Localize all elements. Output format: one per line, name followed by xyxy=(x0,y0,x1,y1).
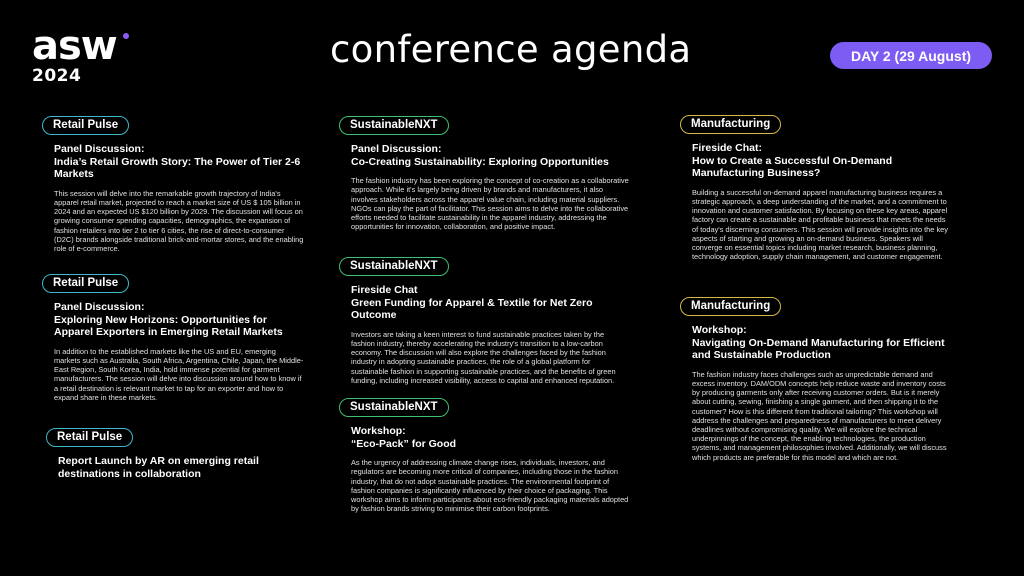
session-type: Panel Discussion: xyxy=(54,143,145,155)
session-name: Co-Creating Sustainability: Exploring Opportunities xyxy=(351,155,609,168)
session-name: Exploring New Horizons: Opportunities for Apparel Exporters in Emerging Retail Markets xyxy=(54,313,283,339)
session-description: This session will delve into the remarkable growth trajectory of India's apparel retail market, projected to reach a market size of US $ 105 billion in 2024 and an expected US $120 billion by 2029. The discussion will focus on growing consumer spending capacities, demographics, the expansion of fashion retailers into tier 2 to tier 6 cities, the rise of direct-to-consumer (D2C) brands alongside traditional brick-and-mortar stores, and the enabling role of e-commerce. xyxy=(54,188,304,253)
session-title xyxy=(351,143,629,168)
session-name: Green Funding for Apparel & Textile for Net Zero Outcome xyxy=(351,296,593,322)
session-card xyxy=(339,256,629,385)
session-card xyxy=(339,115,629,231)
session-title xyxy=(54,301,304,339)
session-type: Panel Discussion: xyxy=(351,143,442,155)
session-card xyxy=(46,427,304,480)
session-type: Workshop: xyxy=(692,324,747,336)
track-tag: SustainableNXT xyxy=(339,398,449,417)
session-name: India’s Retail Growth Story: The Power of Tier 2-6 Markets xyxy=(54,155,301,181)
track-tag: Retail Pulse xyxy=(42,116,129,135)
session-description: Building a successful on-demand apparel manufacturing business requires a strategic approach, a deep understanding of the market, and a commitment to innovation and customer satisfaction. By focusing on these key areas, apparel factory can create a sustainable and profitable business that meets the needs of today's discerning consumers. This session will provide insights into the key aspects of starting and growing an on-demand business. Speakers will converge on essential topics including market research, business planning, technology adoption, supply chain management, and customer engagement. xyxy=(692,187,948,262)
session-title xyxy=(692,324,952,362)
logo-dot-icon xyxy=(123,33,129,39)
session-description: The fashion industry faces challenges such as unpredictable demand and excess inventory. DAM/ODM concepts help reduce waste and inventory costs by producing garments only after receiving customer orders. But is it merely about cutting, sewing, finishing a single garment, and then shipping it to the customer? How is this different from traditional tailoring? This workshop will address the challenges and preparedness of manufacturers to meet delivery deadlines without compromising quality. We will explore the technical underpinnings of the concept, the enabling technologies, the production systems, and management philosophies involved. Additionally, we will discuss which products are preferable for this model and which are not. xyxy=(692,369,947,462)
session-description: The fashion industry has been exploring the concept of co-creation as a collaborative approach. While it's largely being driven by brands and manufacturers, it also involves stakeholders across the apparel value chain, including material suppliers. NGOs can play the part of facilitator. This session aims to delve into the collaborative efforts needed to facilitate sustainability in the apparel industry, addressing the opportunities for innovation, collaboration, and positive impact. xyxy=(351,176,629,232)
session-card xyxy=(680,296,952,462)
session-type: Workshop: xyxy=(351,425,406,437)
session-name: Report Launch by AR on emerging retail destinations in collaboration xyxy=(58,455,259,480)
session-description: Investors are taking a keen interest to fund sustainable practices taken by the fashion industry, thereby accelerating the industry's transition to a low-carbon economy. The discussion will also explore the challenges faced by the fashion industry in adopting sustainable practices, the role of a global platform for sustainable fashion in supporting sustainable practices, and the benefits of green funding, including increased visibility, access to capital and enhanced reputation. xyxy=(351,329,616,385)
session-type: Fireside Chat: xyxy=(692,142,763,154)
session-title xyxy=(351,425,629,450)
track-tag: Retail Pulse xyxy=(42,274,129,293)
session-description: As the urgency of addressing climate change rises, individuals, investors, and regulators are becoming more critical of companies, including those in the fashion industry, that do not adopt sustainable practices. The environmental footprint of fashion companies is significantly influenced by their choice of packaging. This workshop aims to inform participants about eco-friendly packaging materials adopted by fashion brands striving to minimise their carbon footprints. xyxy=(351,458,629,514)
day-badge: DAY 2 (29 August) xyxy=(830,42,992,69)
logo-year: 2024 xyxy=(32,66,82,86)
session-name: “Eco-Pack” for Good xyxy=(351,437,457,450)
session-type: Panel Discussion: xyxy=(54,301,145,313)
page-title: conference agenda xyxy=(330,28,692,71)
session-card xyxy=(42,115,304,253)
session-name: How to Create a Successful On-Demand Manufacturing Business? xyxy=(692,154,893,180)
logo-wordmark: asw xyxy=(32,23,117,69)
track-tag: SustainableNXT xyxy=(339,257,449,276)
track-tag: Manufacturing xyxy=(680,297,781,316)
session-title xyxy=(351,284,629,322)
session-description: In addition to the established markets like the US and EU, emerging markets such as Australia, South Africa, Argentina, Chile, Japan, the Middle-East Region, South Korea, India, hold immense potential for garment manufacturers. The session will delve into discussion around how to know if a retail destination is relevant market to tap for an exporter and how to expand share in these markets. xyxy=(54,346,304,402)
track-tag: Retail Pulse xyxy=(46,428,133,447)
session-title xyxy=(54,143,304,181)
track-tag: Manufacturing xyxy=(680,115,781,134)
asw-logo xyxy=(32,23,132,86)
session-title xyxy=(692,142,952,180)
track-tag: SustainableNXT xyxy=(339,116,449,135)
session-type: Fireside Chat xyxy=(351,284,418,296)
session-name: Navigating On-Demand Manufacturing for Efficient and Sustainable Production xyxy=(692,336,945,362)
session-card xyxy=(680,114,952,261)
session-card xyxy=(42,273,304,402)
session-card xyxy=(339,397,629,513)
